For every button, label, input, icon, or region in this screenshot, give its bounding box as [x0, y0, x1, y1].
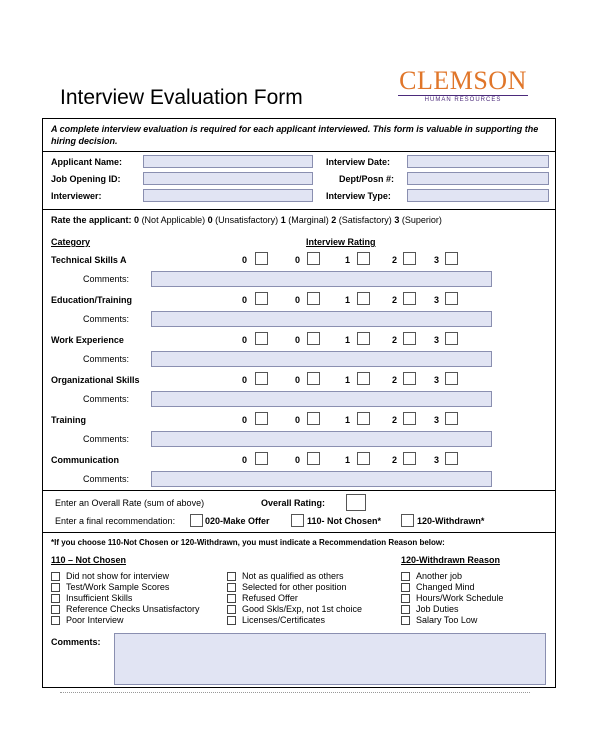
rating-number: 2 [392, 375, 398, 385]
reason-label: Salary Too Low [416, 615, 478, 625]
rating-checkbox[interactable] [445, 292, 458, 305]
rating-number: 0 [295, 415, 301, 425]
rating-number: 3 [434, 375, 440, 385]
rating-checkbox[interactable] [445, 332, 458, 345]
reason-label: Test/Work Sample Scores [66, 582, 170, 592]
category-name: Technical Skills A [51, 255, 127, 265]
comments-label: Comments: [83, 394, 130, 404]
reason-checkbox[interactable] [401, 605, 410, 614]
rating-number: 1 [345, 455, 351, 465]
rating-checkbox[interactable] [403, 412, 416, 425]
scale-text: (Satisfactory) [338, 215, 392, 225]
rating-number: 3 [434, 455, 440, 465]
reason-label: Did not show for interview [66, 571, 170, 581]
rating-number: 0 [242, 295, 248, 305]
rating-number: 3 [434, 415, 440, 425]
option-110-checkbox[interactable] [291, 514, 304, 527]
overall-rating-field[interactable] [346, 494, 366, 511]
category-name: Training [51, 415, 87, 425]
rating-number: 1 [345, 255, 351, 265]
category-header: Category [51, 237, 91, 247]
comments-label: Comments: [83, 354, 130, 364]
rating-checkbox[interactable] [307, 372, 320, 385]
overall-rate-text: Enter an Overall Rate (sum of above) [55, 498, 205, 508]
reason-checkbox[interactable] [227, 616, 236, 625]
logo-subtitle: HUMAN RESOURCES [398, 95, 528, 103]
rating-scale [51, 215, 442, 225]
rating-checkbox[interactable] [445, 452, 458, 465]
rating-checkbox[interactable] [445, 252, 458, 265]
divider [43, 532, 555, 533]
reason-label: Licenses/Certificates [242, 615, 326, 625]
scale-text: (Superior) [401, 215, 442, 225]
comments-label: Comments: [83, 474, 130, 484]
reason-label: Hours/Work Schedule [416, 593, 504, 603]
reason-checkbox[interactable] [401, 583, 410, 592]
interview-type-field[interactable] [407, 189, 549, 202]
reason-checkbox[interactable] [227, 594, 236, 603]
interview-rating-header: Interview Rating [306, 237, 376, 247]
option-020-label: 020-Make Offer [205, 516, 270, 526]
rating-number: 0 [242, 375, 248, 385]
rating-number: 3 [434, 335, 440, 345]
scale-num: 0 [134, 215, 140, 225]
reason-label: Poor Interview [66, 615, 124, 625]
reason-checkbox[interactable] [51, 572, 60, 581]
interview-date-field[interactable] [407, 155, 549, 168]
reason-checkbox[interactable] [51, 605, 60, 614]
scale-num: 0 [207, 215, 213, 225]
scale-num: 1 [280, 215, 286, 225]
logo-name: CLEMSON [399, 66, 527, 95]
category-name: Communication [51, 455, 120, 465]
divider [43, 490, 555, 491]
reason-label: Refused Offer [242, 593, 298, 603]
interviewer-label: Interviewer: [51, 191, 102, 201]
comments-field[interactable] [151, 311, 492, 327]
comments-label: Comments: [83, 314, 130, 324]
form-frame [42, 118, 556, 688]
rating-checkbox[interactable] [357, 452, 370, 465]
rating-checkbox[interactable] [307, 332, 320, 345]
rating-checkbox[interactable] [255, 412, 268, 425]
rating-number: 1 [345, 295, 351, 305]
rating-number: 0 [295, 295, 301, 305]
job-opening-id-field[interactable] [143, 172, 313, 185]
interviewer-field[interactable] [143, 189, 313, 202]
scale-num: 3 [394, 215, 400, 225]
rating-checkbox[interactable] [403, 452, 416, 465]
rating-number: 2 [392, 295, 398, 305]
rating-number: 0 [242, 255, 248, 265]
applicant-name-field[interactable] [143, 155, 313, 168]
divider [43, 209, 555, 210]
reason-label: Not as qualified as others [242, 571, 344, 581]
rating-number: 2 [392, 415, 398, 425]
reason-checkbox[interactable] [227, 572, 236, 581]
reason-note: *If you choose 110-Not Chosen or 120-Withdrawn, you must indicate a Recommendation Reason below: [51, 538, 445, 547]
rating-checkbox[interactable] [307, 452, 320, 465]
rating-checkbox[interactable] [403, 372, 416, 385]
rating-checkbox[interactable] [307, 292, 320, 305]
rating-checkbox[interactable] [357, 332, 370, 345]
rating-number: 1 [345, 415, 351, 425]
rating-number: 0 [295, 335, 301, 345]
reason-label: Selected for other position [242, 582, 347, 592]
reason-label: Insufficient Skills [66, 593, 133, 603]
reason-label: Another job [416, 571, 463, 581]
rating-checkbox[interactable] [357, 252, 370, 265]
reason-checkbox[interactable] [401, 572, 410, 581]
dept-posn-label: Dept/Posn #: [339, 174, 395, 184]
form-title: Interview Evaluation Form [60, 86, 303, 109]
option-120-label: 120-Withdrawn* [417, 516, 485, 526]
divider [43, 151, 555, 152]
scale-text: (Marginal) [288, 215, 329, 225]
rating-checkbox[interactable] [445, 412, 458, 425]
category-name: Organizational Skills [51, 375, 140, 385]
rating-number: 0 [295, 455, 301, 465]
not-chosen-header: 110 – Not Chosen [51, 555, 127, 565]
comments-field[interactable] [151, 271, 492, 287]
comments-field[interactable] [151, 351, 492, 367]
rating-checkbox[interactable] [255, 252, 268, 265]
comments-field[interactable] [151, 471, 492, 487]
comments-field[interactable] [151, 391, 492, 407]
option-120-checkbox[interactable] [401, 514, 414, 527]
scale-text: (Not Applicable) [141, 215, 206, 225]
rating-checkbox[interactable] [255, 452, 268, 465]
scale-text: (Unsatisfactory) [215, 215, 279, 225]
interview-type-label: Interview Type: [326, 191, 391, 201]
reason-checkbox[interactable] [51, 616, 60, 625]
option-110-label: 110- Not Chosen* [307, 516, 382, 526]
rating-checkbox[interactable] [357, 412, 370, 425]
rating-number: 2 [392, 335, 398, 345]
rating-number: 2 [392, 455, 398, 465]
reason-checkbox[interactable] [401, 616, 410, 625]
reason-label: Reference Checks Unsatisfactory [66, 604, 200, 614]
rating-checkbox[interactable] [403, 332, 416, 345]
applicant-name-label: Applicant Name: [51, 157, 123, 167]
rating-number: 2 [392, 255, 398, 265]
rating-checkbox[interactable] [445, 372, 458, 385]
option-020-checkbox[interactable] [190, 514, 203, 527]
rating-number: 0 [295, 255, 301, 265]
withdrawn-header: 120-Withdrawn Reason [401, 555, 500, 565]
reason-label: Changed Mind [416, 582, 475, 592]
rating-number: 1 [345, 375, 351, 385]
category-name: Education/Training [51, 295, 133, 305]
rating-number: 0 [242, 415, 248, 425]
reason-checkbox[interactable] [51, 583, 60, 592]
dept-posn-field[interactable] [407, 172, 549, 185]
clemson-logo [388, 68, 538, 103]
rating-number: 3 [434, 255, 440, 265]
rating-checkbox[interactable] [403, 252, 416, 265]
comments-label: Comments: [83, 274, 130, 284]
rating-number: 0 [295, 375, 301, 385]
rating-checkbox[interactable] [255, 372, 268, 385]
intro-text: A complete interview evaluation is required for each applicant interviewed. This form is valuable in supporting the hiring decision. [51, 124, 539, 146]
reason-label: Good Skls/Exp, not 1st choice [242, 604, 363, 614]
rating-checkbox[interactable] [255, 292, 268, 305]
rating-number: 1 [345, 335, 351, 345]
rating-number: 0 [242, 455, 248, 465]
reason-checkbox[interactable] [401, 594, 410, 603]
final-comments-field[interactable] [114, 633, 546, 685]
reason-checkbox[interactable] [51, 594, 60, 603]
rating-checkbox[interactable] [255, 332, 268, 345]
rating-number: 0 [242, 335, 248, 345]
rating-number: 3 [434, 295, 440, 305]
page-bottom-rule [60, 692, 530, 693]
reason-checkbox[interactable] [227, 605, 236, 614]
rating-checkbox[interactable] [307, 252, 320, 265]
reason-label: Job Duties [416, 604, 459, 614]
overall-rating-label: Overall Rating: [261, 498, 326, 508]
rating-checkbox[interactable] [357, 372, 370, 385]
final-comments-label: Comments: [51, 637, 101, 647]
rating-scale-prefix: Rate the applicant: [51, 215, 132, 225]
scale-num: 2 [331, 215, 337, 225]
final-recommendation-text: Enter a final recommendation: [55, 516, 176, 526]
reason-checkbox[interactable] [227, 583, 236, 592]
rating-checkbox[interactable] [357, 292, 370, 305]
interview-date-label: Interview Date: [326, 157, 391, 167]
job-opening-id-label: Job Opening ID: [51, 174, 121, 184]
comments-field[interactable] [151, 431, 492, 447]
comments-label: Comments: [83, 434, 130, 444]
category-name: Work Experience [51, 335, 124, 345]
rating-checkbox[interactable] [307, 412, 320, 425]
rating-checkbox[interactable] [403, 292, 416, 305]
